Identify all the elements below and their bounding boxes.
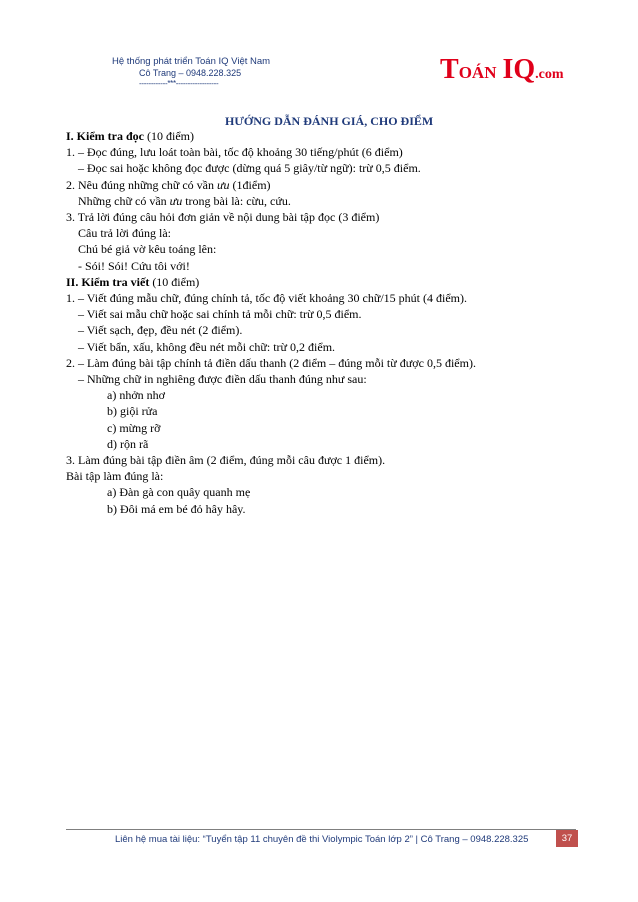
text-line: Những chữ có vần ưu trong bài là: cừu, cứu. [78,193,291,208]
text-line: – Viết sạch, đẹp, đều nét (2 điểm). [78,323,243,338]
header-divider: ------------***------------------ [139,79,219,88]
list-item: d) rộn rã [107,436,149,451]
page-header [112,56,270,89]
text-line: 1. – Đọc đúng, lưu loát toàn bài, tốc độ khoảng 30 tiếng/phút (6 điểm) [66,145,403,160]
logo-t: T [440,54,459,85]
document-title: HƯỚNG DẪN ĐÁNH GIÁ, CHO ĐIỂM [225,114,434,128]
logo-oan: OÁN [458,63,497,82]
list-item: b) giội rửa [107,404,158,419]
logo-com: .com [535,67,564,82]
text-line: – Những chữ in nghiêng được điền dấu thanh đúng như sau: [78,372,367,387]
text-line: 2. – Làm đúng bài tập chính tả điền dấu thanh (2 điểm – đúng mỗi từ được 0,5 điểm). [66,355,476,370]
footer-contact: Liên hệ mua tài liệu: “Tuyển tập 11 chuyên đề thi Violympic Toán lớp 2” | Cô Trang – 0948.228.325 [115,834,529,845]
toan-iq-logo [440,54,564,86]
section-heading-writing: II. Kiểm tra viết (10 điểm) [66,274,200,289]
text-line: - Sói! Sói! Cứu tôi với! [78,258,190,273]
text-line: – Đọc sai hoặc không đọc được (dừng quá 5 giây/từ ngữ): trừ 0,5 điểm. [78,161,421,176]
list-item: a) Đàn gà con quây quanh mẹ [107,485,251,500]
list-item: a) nhởn nhơ [107,388,166,403]
document-body [66,128,556,517]
page-number: 37 [556,830,578,847]
text-line: Câu trả lời đúng là: [78,226,171,241]
text-line: Chú bé giả vờ kêu toáng lên: [78,242,217,257]
text-line: – Viết sai mẫu chữ hoặc sai chính tả mỗi chữ: trừ 0,5 điểm. [78,307,362,322]
section-heading-reading: I. Kiểm tra đọc (10 điểm) [66,129,194,143]
list-item: c) mừng rỡ [107,420,161,435]
logo-iq: IQ [502,54,536,85]
text-line: Bài tập làm đúng là: [66,469,164,484]
text-line: 3. Làm đúng bài tập điền âm (2 điểm, đúng mỗi câu được 1 điểm). [66,453,386,468]
text-line: 1. – Viết đúng mẫu chữ, đúng chính tả, tốc độ viết khoảng 30 chữ/15 phút (4 điểm). [66,291,467,306]
footer-divider [66,829,576,830]
header-org-name: Hệ thống phát triển Toán IQ Việt Nam [112,56,271,67]
text-line: – Viết bẩn, xấu, không đều nét mỗi chữ: trừ 0,2 điểm. [78,339,336,354]
list-item: b) Đôi má em bé đỏ hây hây. [107,501,246,516]
header-contact: Cô Trang – 0948.228.325 [139,68,242,78]
text-line: 3. Trả lời đúng câu hỏi đơn giản về nội dung bài tập đọc (3 điểm) [66,210,380,225]
text-line: 2. Nêu đúng những chữ có vần ưu (1điểm) [66,177,271,192]
